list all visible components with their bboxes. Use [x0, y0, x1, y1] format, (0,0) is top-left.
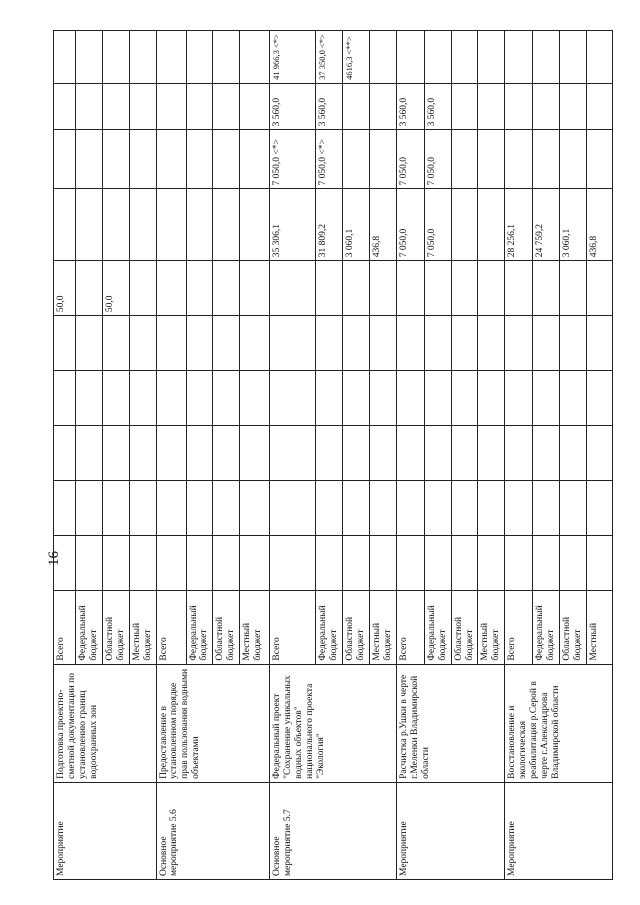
value-cell [396, 425, 424, 480]
funding-source-cell: Местный бюджет [240, 590, 270, 664]
value-cell [129, 189, 156, 261]
value-cell [505, 371, 533, 426]
value-cell: 7 050,0 [396, 130, 424, 189]
value-cell: 3 060,1 [343, 189, 370, 261]
funding-source-cell: Областной бюджет [451, 590, 478, 664]
page-number: 16 [46, 551, 62, 566]
table-row [396, 31, 424, 880]
value-cell [54, 189, 76, 261]
value-cell [156, 189, 186, 261]
value-cell [156, 535, 186, 590]
value-cell [533, 316, 560, 371]
value-cell [213, 480, 240, 535]
value-cell [505, 83, 533, 129]
value-cell [156, 83, 186, 129]
value-cell [369, 371, 396, 426]
value-cell: 7 050,0 <*> [270, 130, 316, 189]
value-cell [505, 425, 533, 480]
value-cell [213, 316, 240, 371]
value-cell [129, 535, 156, 590]
value-cell [186, 371, 213, 426]
value-cell [505, 316, 533, 371]
value-cell [396, 31, 424, 84]
value-cell [586, 316, 612, 371]
value-cell [54, 83, 76, 129]
value-cell [424, 371, 451, 426]
funding-source-cell: Федеральный бюджет [186, 590, 213, 664]
value-cell [240, 261, 270, 316]
value-cell [533, 31, 560, 84]
value-cell [533, 425, 560, 480]
value-cell [240, 83, 270, 129]
funding-source-cell: Всего [505, 590, 533, 664]
value-cell [316, 480, 343, 535]
value-cell [76, 261, 103, 316]
measure-type-cell: Мероприятие [396, 782, 505, 879]
value-cell: 3 560,0 [316, 83, 343, 129]
value-cell [478, 189, 505, 261]
value-cell: 4616,3 <**> [343, 31, 370, 84]
value-cell [240, 189, 270, 261]
value-cell [586, 480, 612, 535]
value-cell [213, 535, 240, 590]
value-cell [213, 189, 240, 261]
value-cell [213, 31, 240, 84]
value-cell: 35 306,1 [270, 189, 316, 261]
value-cell [213, 425, 240, 480]
value-cell: 436,8 [369, 189, 396, 261]
value-cell [76, 480, 103, 535]
value-cell [76, 83, 103, 129]
value-cell [316, 261, 343, 316]
value-cell [54, 130, 76, 189]
value-cell [156, 31, 186, 84]
value-cell [156, 480, 186, 535]
value-cell [343, 130, 370, 189]
value-cell [505, 261, 533, 316]
value-cell [560, 316, 587, 371]
value-cell [533, 535, 560, 590]
value-cell: 3 560,0 [424, 83, 451, 129]
value-cell: 41 966,3 <*> [270, 31, 316, 84]
value-cell: 37 350,0 <*> [316, 31, 343, 84]
value-cell [478, 31, 505, 84]
funding-source-cell: Областной бюджет [560, 590, 587, 664]
value-cell: 7 050,0 [424, 189, 451, 261]
value-cell [451, 371, 478, 426]
value-cell [76, 371, 103, 426]
value-cell [270, 316, 316, 371]
value-cell [76, 189, 103, 261]
value-cell [424, 425, 451, 480]
value-cell [102, 316, 129, 371]
value-cell [369, 425, 396, 480]
value-cell [240, 425, 270, 480]
funding-source-cell: Местный бюджет [478, 590, 505, 664]
value-cell [129, 316, 156, 371]
value-cell [240, 371, 270, 426]
value-cell [560, 535, 587, 590]
value-cell [369, 535, 396, 590]
value-cell [369, 83, 396, 129]
value-cell [270, 480, 316, 535]
value-cell [270, 535, 316, 590]
rotated-table-container [53, 30, 599, 880]
value-cell [586, 130, 612, 189]
value-cell: 28 256,1 [505, 189, 533, 261]
value-cell [424, 31, 451, 84]
value-cell [213, 130, 240, 189]
value-cell [240, 316, 270, 371]
value-cell [129, 31, 156, 84]
funding-source-cell: Всего [396, 590, 424, 664]
value-cell [451, 31, 478, 84]
value-cell [76, 425, 103, 480]
value-cell [560, 83, 587, 129]
value-cell: 50,0 [54, 261, 76, 316]
value-cell [102, 189, 129, 261]
value-cell [76, 31, 103, 84]
value-cell [270, 371, 316, 426]
value-cell: 3 060,1 [560, 189, 587, 261]
funding-source-cell: Всего [270, 590, 316, 664]
value-cell [76, 130, 103, 189]
value-cell [316, 425, 343, 480]
funding-source-cell: Областной бюджет [343, 590, 370, 664]
value-cell [213, 261, 240, 316]
value-cell [343, 83, 370, 129]
table-row [505, 31, 533, 880]
funding-source-cell: Местный бюджет [369, 590, 396, 664]
funding-source-cell: Всего [54, 590, 76, 664]
value-cell [533, 261, 560, 316]
value-cell [54, 425, 76, 480]
measure-type-cell: Мероприятие [505, 782, 613, 879]
measure-name-cell: Подготовка проектно-сметной документации по установлению границ водоохранных зон [54, 664, 157, 782]
value-cell: 436,8 [586, 189, 612, 261]
value-cell [102, 83, 129, 129]
value-cell [240, 535, 270, 590]
value-cell [586, 371, 612, 426]
value-cell [343, 261, 370, 316]
value-cell [396, 535, 424, 590]
value-cell [54, 31, 76, 84]
value-cell [505, 130, 533, 189]
value-cell [240, 480, 270, 535]
value-cell [560, 31, 587, 84]
funding-source-cell: Федеральный бюджет [533, 590, 560, 664]
value-cell [186, 130, 213, 189]
value-cell [424, 261, 451, 316]
value-cell: 7 050,0 [396, 189, 424, 261]
value-cell [478, 535, 505, 590]
value-cell [186, 425, 213, 480]
value-cell [533, 371, 560, 426]
value-cell [478, 316, 505, 371]
value-cell [586, 261, 612, 316]
value-cell [560, 371, 587, 426]
value-cell [316, 371, 343, 426]
value-cell [129, 425, 156, 480]
value-cell: 50,0 [102, 261, 129, 316]
value-cell [316, 316, 343, 371]
value-cell: 3 560,0 [396, 83, 424, 129]
value-cell [451, 425, 478, 480]
value-cell [129, 371, 156, 426]
funding-source-cell: Всего [156, 590, 186, 664]
value-cell [213, 83, 240, 129]
value-cell [369, 31, 396, 84]
value-cell [478, 261, 505, 316]
value-cell [560, 130, 587, 189]
value-cell [505, 480, 533, 535]
value-cell [186, 189, 213, 261]
value-cell [586, 425, 612, 480]
value-cell [186, 480, 213, 535]
value-cell [102, 480, 129, 535]
measure-name-cell: Расчистка р.Ушки в черте г.Меленки Владимирской области [396, 664, 505, 782]
value-cell [396, 480, 424, 535]
measure-name-cell: Предоставление в установленном порядке прав пользования водными объектами [156, 664, 270, 782]
value-cell [54, 480, 76, 535]
funding-source-cell: Областной бюджет [213, 590, 240, 664]
value-cell [369, 130, 396, 189]
value-cell [343, 316, 370, 371]
value-cell [478, 371, 505, 426]
value-cell [316, 535, 343, 590]
value-cell: 24 759,2 [533, 189, 560, 261]
value-cell [451, 480, 478, 535]
measure-type-cell: Основное мероприятие 5.7 [270, 782, 397, 879]
value-cell [478, 83, 505, 129]
value-cell: 31 809,2 [316, 189, 343, 261]
value-cell [369, 316, 396, 371]
value-cell [156, 261, 186, 316]
value-cell [76, 535, 103, 590]
value-cell [102, 535, 129, 590]
value-cell [102, 130, 129, 189]
value-cell [186, 31, 213, 84]
value-cell [343, 425, 370, 480]
value-cell [343, 480, 370, 535]
funding-source-cell: Федеральный бюджет [424, 590, 451, 664]
value-cell [586, 83, 612, 129]
funding-source-cell: Федеральный бюджет [316, 590, 343, 664]
value-cell: 3 560,0 [270, 83, 316, 129]
measure-type-cell: Мероприятие [54, 782, 157, 879]
value-cell [533, 83, 560, 129]
value-cell [451, 83, 478, 129]
value-cell [424, 535, 451, 590]
value-cell [396, 261, 424, 316]
value-cell [240, 130, 270, 189]
value-cell [156, 316, 186, 371]
measure-name-cell: Федеральный проект "Сохранение уникальных водных объектов" национального проекта "Экология" [270, 664, 397, 782]
table-row [54, 31, 76, 880]
value-cell [129, 480, 156, 535]
measure-type-cell: Основное мероприятие 5.6 [156, 782, 270, 879]
table-row [270, 31, 316, 880]
value-cell [102, 31, 129, 84]
value-cell [560, 425, 587, 480]
value-cell [186, 261, 213, 316]
value-cell [270, 425, 316, 480]
value-cell [213, 371, 240, 426]
value-cell [505, 535, 533, 590]
table-row [156, 31, 186, 880]
value-cell [102, 371, 129, 426]
value-cell [270, 261, 316, 316]
value-cell [186, 535, 213, 590]
value-cell [129, 83, 156, 129]
value-cell [54, 316, 76, 371]
value-cell [102, 425, 129, 480]
value-cell [396, 316, 424, 371]
value-cell [451, 535, 478, 590]
value-cell [505, 31, 533, 84]
value-cell: 7 050,0 <*> [316, 130, 343, 189]
value-cell [343, 535, 370, 590]
value-cell [478, 425, 505, 480]
value-cell [586, 535, 612, 590]
value-cell: 7 050,0 [424, 130, 451, 189]
value-cell [451, 189, 478, 261]
funding-source-cell: Местный [586, 590, 612, 664]
measure-name-cell: Восстановление и экологическая реабилитация р.Серой в черте г.Александрова Владимирской области [505, 664, 613, 782]
funding-source-cell: Местный бюджет [129, 590, 156, 664]
value-cell [586, 31, 612, 84]
value-cell [369, 261, 396, 316]
value-cell [343, 371, 370, 426]
value-cell [396, 371, 424, 426]
value-cell [478, 480, 505, 535]
value-cell [54, 535, 76, 590]
value-cell [560, 480, 587, 535]
value-cell [129, 261, 156, 316]
value-cell [451, 316, 478, 371]
value-cell [369, 480, 396, 535]
value-cell [186, 316, 213, 371]
value-cell [533, 480, 560, 535]
value-cell [129, 130, 156, 189]
value-cell [451, 130, 478, 189]
funding-source-cell: Областной бюджет [102, 590, 129, 664]
budget-table [53, 30, 613, 880]
value-cell [76, 316, 103, 371]
value-cell [424, 316, 451, 371]
value-cell [54, 371, 76, 426]
value-cell [424, 480, 451, 535]
value-cell [156, 371, 186, 426]
value-cell [240, 31, 270, 84]
value-cell [186, 83, 213, 129]
value-cell [451, 261, 478, 316]
value-cell [533, 130, 560, 189]
value-cell [478, 130, 505, 189]
value-cell [156, 425, 186, 480]
funding-source-cell: Федеральный бюджет [76, 590, 103, 664]
value-cell [560, 261, 587, 316]
value-cell [156, 130, 186, 189]
